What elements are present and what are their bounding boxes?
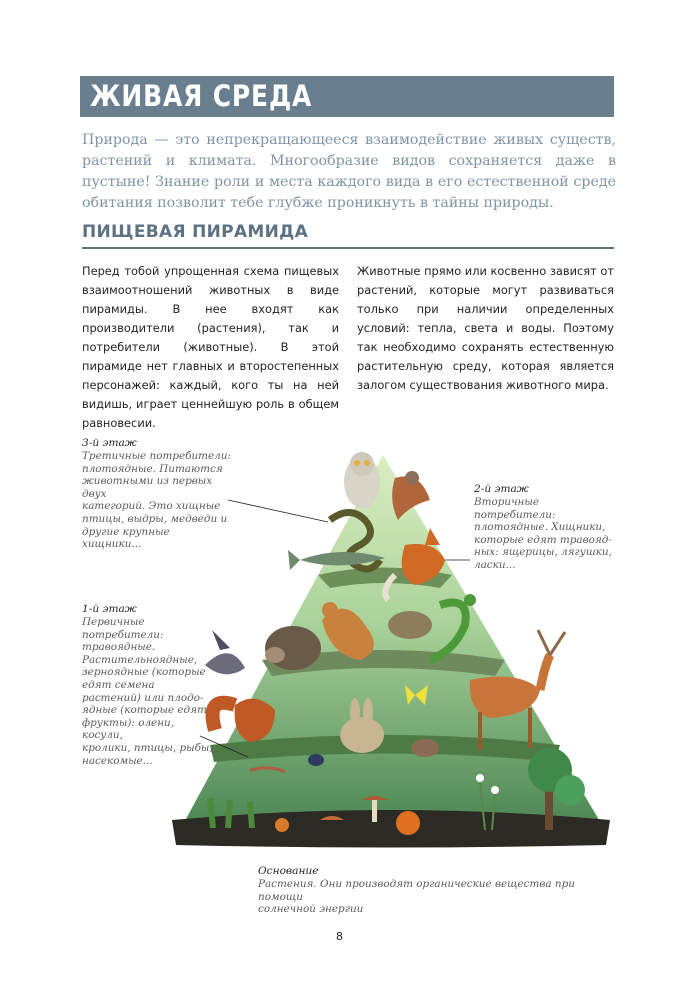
- squirrel-icon: [213, 699, 276, 742]
- annotation-floor-3-text: Третичные потребители: плотоядные. Питаются животными из первых двух категорий. Это хищные птицы, выдры, медведи и другие крупные хищники...: [82, 450, 231, 551]
- annotation-base-text: Растения. Они производят органические вещества при помощи солнечной энергии: [258, 878, 575, 916]
- annotation-floor-3-heading: 3-й этаж: [82, 437, 137, 449]
- leader-line-floor3: [228, 500, 328, 522]
- annotation-floor-1: [82, 602, 217, 767]
- page-number: 8: [336, 930, 343, 943]
- annotation-floor-2-text: Вторичные потребители: плотоядные. Хищники, которые едят травояд- ных: ящерицы, лягушки, ласки...: [474, 496, 612, 571]
- mouse-icon: [411, 739, 439, 757]
- beetle-icon: [308, 754, 324, 766]
- annotation-floor-1-heading: 1-й этаж: [82, 603, 137, 615]
- page-title: ЖИВАЯ СРЕДА: [90, 79, 313, 113]
- toad-icon: [388, 611, 432, 639]
- hedgehog-icon: [265, 626, 321, 670]
- section-title: ПИЩЕВАЯ ПИРАМИДА: [82, 222, 309, 242]
- intro-paragraph: Природа — это непрекращающееся взаимодействие живых существ, растений и климата. Многообразие видов сохраняется даже в пустыне! Знание роли и места каждого вида в его естественной среде обитания позволит тебе глубже проникнуть в тайны природы.: [82, 132, 616, 211]
- owl-icon: [344, 452, 380, 508]
- annotation-base: [258, 864, 598, 916]
- annotation-floor-2: [474, 482, 619, 572]
- text-column-right: Животные прямо или косвенно зависят от растений, которые могут развиваться только при наличии определенных условий: тепла, света и воды. Поэтому так необходимо сохранять естественную растительную среду, которая является залогом существования животного мира.: [357, 264, 614, 392]
- annotation-floor-3: [82, 436, 232, 551]
- annotation-base-heading: Основание: [258, 865, 319, 877]
- base-soil: [172, 810, 610, 848]
- annotation-floor-2-heading: 2-й этаж: [474, 483, 529, 495]
- annotation-floor-1-text: Первичные потребители: травоядные. Растительноядные, зерноядные (которые едят семена растений) или плодо- ядные (которые едят фрукты): олени, косули, кролики, птицы, рыбы, насекомые...: [82, 616, 213, 767]
- text-column-left: Перед тобой упрощенная схема пищевых взаимоотношений животных в виде пирамиды. В нее входят как производители (растения), так и потребители (животные). В этой пирамиде нет главных и второстепенных персонажей: каждый, кого ты на ней видишь, играет ценнейшую роль в общем равновесии.: [82, 264, 339, 430]
